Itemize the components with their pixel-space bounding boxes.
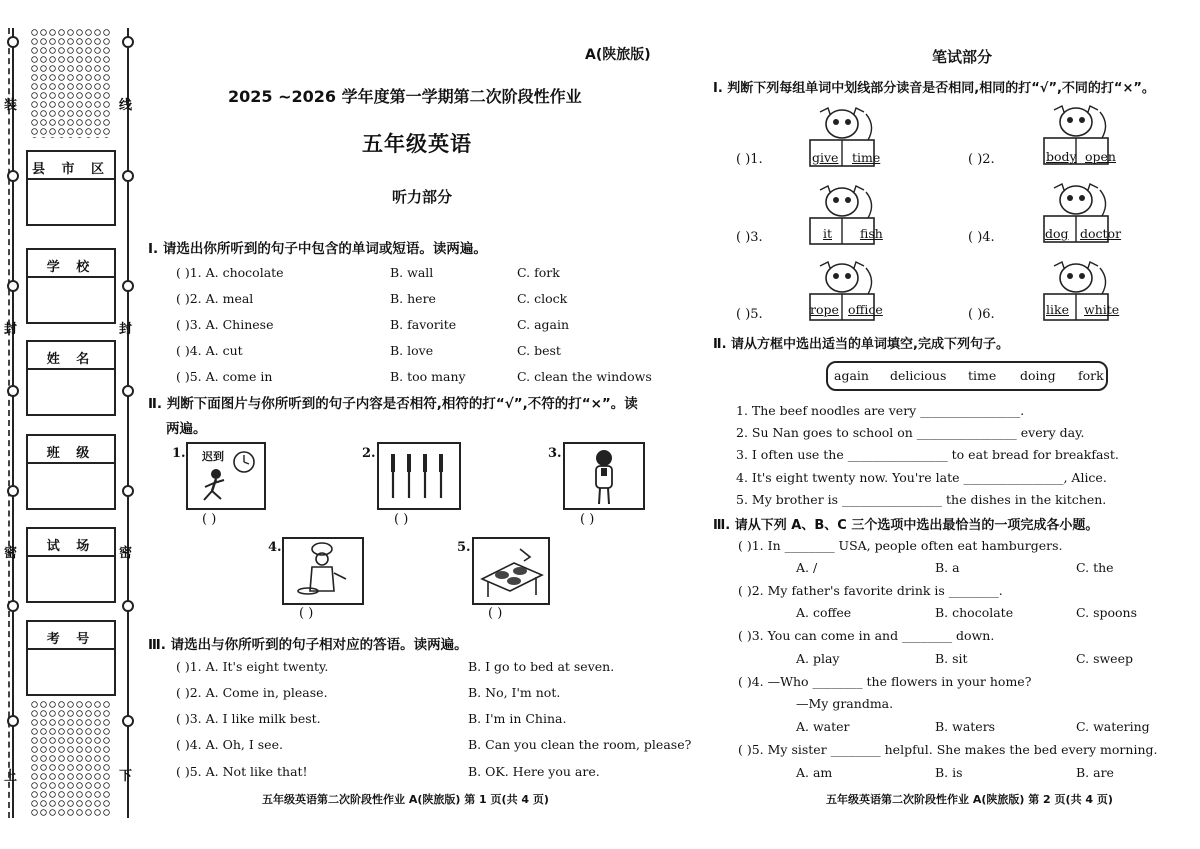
side-char: 密: [4, 546, 18, 561]
word-1: body: [1046, 149, 1077, 164]
side-char: 线: [119, 98, 133, 113]
picture-table-food: [472, 537, 550, 605]
edition-label: A(陕旅版): [585, 47, 651, 63]
answer-paren[interactable]: ( )4.: [968, 230, 995, 245]
question-heading: Ⅲ. 请从下列 A、B、C 三个选项中选出最恰当的一项完成各小题。: [713, 518, 1099, 533]
choice-c[interactable]: B. are: [1076, 765, 1114, 780]
binding-hole: [7, 170, 19, 182]
word-2: doctor: [1080, 226, 1122, 241]
binding-line: [12, 28, 14, 818]
table-food-icon: [474, 539, 548, 603]
choice-question: ( )4. —Who ________ the flowers in your home?: [738, 674, 1032, 689]
binding-hole: [7, 385, 19, 397]
word-bank-item: delicious: [890, 368, 947, 383]
binding-hole: [7, 715, 19, 727]
answer-paren[interactable]: ( ): [580, 512, 595, 527]
word-2: white: [1084, 302, 1120, 317]
choice-c[interactable]: C. spoons: [1076, 605, 1137, 620]
boy-drinking-icon: [565, 444, 643, 508]
option-b: B. favorite: [390, 317, 457, 332]
fill-sentence[interactable]: 4. It's eight twenty now. You're late ________________, Alice.: [736, 470, 1107, 485]
word-1: it: [823, 226, 833, 241]
binding-hole: [122, 170, 134, 182]
choice-a[interactable]: A. am: [796, 765, 833, 780]
answer-paren[interactable]: ( ): [299, 606, 314, 621]
word-2: time: [852, 150, 881, 165]
name-field[interactable]: [26, 340, 116, 416]
answer-paren[interactable]: ( )1.: [736, 152, 763, 167]
response-option-a: ( )3. A. I like milk best.: [176, 711, 321, 726]
word-1: like: [1046, 302, 1069, 317]
option-line: ( )1. A. chocolate: [176, 265, 284, 280]
choice-question-reply: —My grandma.: [796, 696, 894, 711]
side-char: 装: [4, 98, 18, 113]
option-b: B. wall: [390, 265, 434, 280]
word-bank-item: fork: [1078, 368, 1104, 383]
choice-b[interactable]: B. is: [935, 765, 963, 780]
choice-question: ( )1. In ________ USA, people often eat hamburgers.: [738, 538, 1063, 553]
answer-paren[interactable]: ( )3.: [736, 230, 763, 245]
choice-question: ( )2. My father's favorite drink is ________.: [738, 583, 1003, 598]
choice-b[interactable]: B. waters: [935, 719, 996, 734]
exam-room-field[interactable]: [26, 527, 116, 603]
picture-number: 4.: [268, 540, 282, 555]
option-c: C. again: [517, 317, 570, 332]
option-c: C. fork: [517, 265, 560, 280]
response-option-a: ( )4. A. Oh, I see.: [176, 737, 283, 752]
side-char: 密: [119, 546, 133, 561]
word-1: dog: [1045, 226, 1069, 241]
bubble-grid-top: [30, 28, 112, 138]
choice-question: ( )5. My sister ________ helpful. She makes the bed every morning.: [738, 742, 1158, 757]
field-label: 姓 名: [46, 352, 96, 367]
binding-hole: [7, 600, 19, 612]
binding-hole: [7, 485, 19, 497]
response-option-b: B. I go to bed at seven.: [468, 659, 615, 674]
choice-a[interactable]: A. play: [796, 651, 840, 666]
exam-number-field[interactable]: [26, 620, 116, 696]
option-b: B. too many: [390, 369, 466, 384]
option-line: ( )4. A. cut: [176, 343, 243, 358]
binding-hole: [7, 36, 19, 48]
cut-line: [8, 28, 10, 818]
side-char: 下: [119, 769, 133, 784]
choice-a[interactable]: A. /: [796, 560, 818, 575]
binding-hole: [122, 280, 134, 292]
response-option-a: ( )2. A. Come in, please.: [176, 685, 328, 700]
county-field[interactable]: [26, 150, 116, 226]
option-b: B. here: [390, 291, 436, 306]
option-line: ( )5. A. come in: [176, 369, 273, 384]
binding-hole: [122, 36, 134, 48]
choice-b[interactable]: B. chocolate: [935, 605, 1014, 620]
response-option-b: B. Can you clean the room, please?: [468, 737, 692, 752]
word-1: rope: [810, 302, 839, 317]
word-bank-item: doing: [1020, 368, 1056, 383]
response-option-a: ( )1. A. It's eight twenty.: [176, 659, 329, 674]
picture-chef: [282, 537, 364, 605]
word-bank-item: time: [968, 368, 997, 383]
binding-hole: [122, 600, 134, 612]
question-heading: Ⅲ. 请选出与你所听到的句子相对应的答语。读两遍。: [148, 637, 468, 653]
response-option-a: ( )5. A. Not like that!: [176, 764, 308, 779]
answer-paren[interactable]: ( ): [488, 606, 503, 621]
picture-boy: [563, 442, 645, 510]
binding-hole: [7, 280, 19, 292]
choice-a[interactable]: A. water: [796, 719, 850, 734]
question-heading: Ⅱ. 请从方框中选出适当的单词填空,完成下列句子。: [713, 337, 1009, 352]
field-label: 考 号: [46, 632, 96, 647]
answer-paren[interactable]: ( ): [202, 512, 217, 527]
subject-title: 五年级英语: [362, 132, 472, 156]
picture-number: 2.: [362, 446, 376, 461]
fill-sentence[interactable]: 1. The beef noodles are very ________________.: [736, 403, 1025, 418]
field-label: 试 场: [46, 539, 96, 554]
response-option-b: B. I'm in China.: [468, 711, 567, 726]
choice-b[interactable]: B. a: [935, 560, 960, 575]
picture-knives: [377, 442, 461, 510]
binding-line-right: [127, 28, 129, 818]
word-2: fish: [860, 226, 883, 241]
side-char: 封: [119, 322, 133, 337]
answer-paren[interactable]: ( )2.: [968, 152, 995, 167]
section-title: 听力部分: [392, 188, 453, 206]
word-2: office: [848, 302, 883, 317]
knives-icon: [379, 444, 459, 508]
exam-title: 2025 ~2026 学年度第一学期第二次阶段性作业: [228, 87, 582, 106]
answer-paren[interactable]: ( )6.: [968, 307, 995, 322]
choice-c[interactable]: C. watering: [1076, 719, 1150, 734]
picture-caption: 迟到: [202, 450, 224, 463]
school-field[interactable]: [26, 248, 116, 324]
question-heading-cont: 两遍。: [166, 421, 207, 437]
side-char: 封: [4, 322, 18, 337]
binding-hole: [122, 385, 134, 397]
choice-a[interactable]: A. coffee: [796, 605, 852, 620]
field-label: 学 校: [46, 260, 96, 275]
bubble-grid-bottom: [30, 700, 112, 818]
picture-number: 5.: [457, 540, 471, 555]
option-c: C. clean the windows: [517, 369, 652, 384]
page-footer: 五年级英语第二次阶段性作业 A(陕旅版) 第 1 页(共 4 页): [262, 793, 549, 806]
choice-question: ( )3. You can come in and ________ down.: [738, 628, 995, 643]
option-b: B. love: [390, 343, 434, 358]
question-heading: Ⅰ. 请选出你所听到的句子中包含的单词或短语。读两遍。: [148, 241, 487, 257]
question-heading: Ⅱ. 判断下面图片与你所听到的句子内容是否相符,相符的打“√”,不符的打“×”。读: [148, 396, 638, 412]
answer-paren[interactable]: ( ): [394, 512, 409, 527]
picture-number: 1.: [172, 446, 186, 461]
picture-number: 3.: [548, 446, 562, 461]
chef-cooking-icon: [284, 539, 362, 603]
side-char: 上: [4, 769, 18, 784]
running-late-icon: [188, 444, 264, 508]
fill-sentence[interactable]: 3. I often use the ________________ to eat bread for breakfast.: [736, 447, 1119, 462]
picture-late-runner: [186, 442, 266, 510]
answer-paren[interactable]: ( )5.: [736, 307, 763, 322]
fill-sentence[interactable]: 2. Su Nan goes to school on ________________ every day.: [736, 425, 1085, 440]
page-footer: 五年级英语第二次阶段性作业 A(陕旅版) 第 2 页(共 4 页): [826, 793, 1113, 806]
field-label: 县 市 区: [31, 162, 111, 177]
option-c: C. clock: [517, 291, 568, 306]
binding-hole: [122, 715, 134, 727]
option-c: C. best: [517, 343, 561, 358]
option-line: ( )3. A. Chinese: [176, 317, 274, 332]
word-bank-item: again: [834, 368, 869, 383]
binding-hole: [122, 485, 134, 497]
section-title: 笔试部分: [932, 48, 993, 66]
option-line: ( )2. A. meal: [176, 291, 254, 306]
class-field[interactable]: [26, 434, 116, 510]
word-1: give: [812, 150, 839, 165]
word-2: open: [1085, 149, 1116, 164]
response-option-b: B. No, I'm not.: [468, 685, 561, 700]
choice-c[interactable]: C. the: [1076, 560, 1114, 575]
response-option-b: B. OK. Here you are.: [468, 764, 600, 779]
question-heading: Ⅰ. 判断下列每组单词中划线部分读音是否相同,相同的打“√”,不同的打“×”。: [713, 81, 1155, 96]
fill-sentence[interactable]: 5. My brother is ________________ the dishes in the kitchen.: [736, 492, 1107, 507]
choice-c[interactable]: C. sweep: [1076, 651, 1133, 666]
word-bank: [826, 361, 1108, 391]
field-label: 班 级: [46, 446, 96, 461]
choice-b[interactable]: B. sit: [935, 651, 968, 666]
